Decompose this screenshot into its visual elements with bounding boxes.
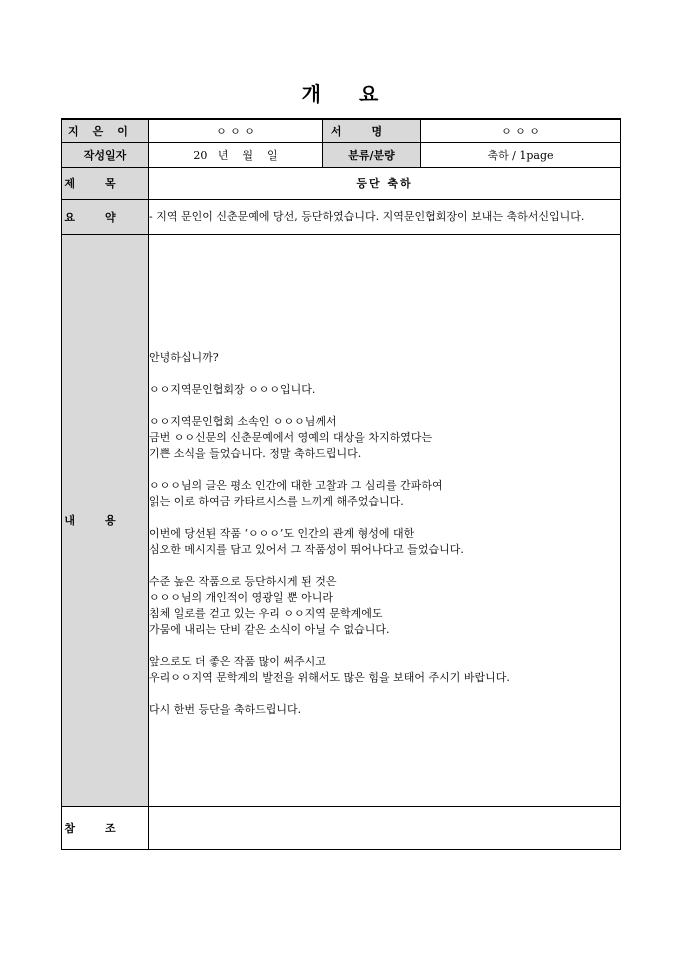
- letter-line: 앞으로도 더 좋은 작품 많이 써주시고: [149, 655, 326, 668]
- letter-line: 가뭄에 내리는 단비 같은 소식이 아닐 수 없습니다.: [149, 623, 390, 636]
- letter-line: 읽는 이로 하여금 카타르시스를 느끼게 해주었습니다.: [149, 495, 404, 508]
- content-row: [62, 234, 621, 806]
- signature-value: ㅇ ㅇ ㅇ: [421, 119, 621, 142]
- letter-paragraph: [149, 414, 620, 462]
- letter-text: [149, 306, 620, 718]
- date-value: 20 년 월 일: [149, 142, 323, 167]
- letter-paragraph: [149, 574, 620, 638]
- content-label: 내용: [62, 234, 149, 806]
- title-right: 요: [359, 82, 379, 106]
- letter-line: 안녕하십니까?: [149, 351, 219, 364]
- letter-line: 금번 ㅇㅇ신문의 신춘문예에서 영예의 대상을 차지하였다는: [149, 431, 433, 444]
- author-row: [62, 119, 621, 142]
- letter-line: ㅇㅇ지역문인협회장 ㅇㅇㅇ입니다.: [149, 383, 316, 396]
- letter-line: 기쁜 소식을 들었습니다. 정말 축하드립니다.: [149, 447, 362, 460]
- letter-paragraph: [149, 382, 620, 398]
- category-value: 축하 / 1page: [421, 142, 621, 167]
- letter-line: 이번에 당선된 작품 ‘ㅇㅇㅇ’도 인간의 관계 형성에 대한: [149, 527, 415, 540]
- letter-paragraph: [149, 702, 620, 718]
- letter-paragraph: [149, 478, 620, 510]
- letter-paragraph: [149, 526, 620, 558]
- subject-row: [62, 167, 621, 199]
- letter-line: ㅇㅇㅇ님의 글은 평소 인간에 대한 고찰과 그 심리를 간파하여: [149, 479, 443, 492]
- letter-line: 심오한 메시지를 담고 있어서 그 작품성이 뛰어나다고 들었습니다.: [149, 543, 464, 556]
- reference-row: [62, 806, 621, 849]
- summary-value: - 지역 문인이 신춘문예에 당선, 등단하였습니다. 지역문인협회장이 보내는 축하서신입니다.: [149, 199, 621, 234]
- reference-label: 참조: [62, 806, 149, 849]
- subject-label: 제목: [62, 167, 149, 199]
- letter-body: [149, 234, 621, 806]
- author-label: 지은이: [62, 119, 149, 142]
- letter-paragraph: [149, 654, 620, 686]
- letter-line: ㅇㅇ지역문인협회 소속인 ㅇㅇㅇ님께서: [149, 415, 337, 428]
- title-left: 개: [301, 82, 321, 106]
- subject-value: 등단 축하: [149, 167, 621, 199]
- letter-line: 침체 일로를 걷고 있는 우리 ㅇㅇ지역 문학계에도: [149, 607, 383, 620]
- reference-value: [149, 806, 621, 849]
- letter-line: 우리ㅇㅇ지역 문학계의 발전을 위해서도 많은 힘을 보태어 주시기 바랍니다.: [149, 671, 510, 684]
- letter-line: ㅇㅇㅇ님의 개인적이 영광일 뿐 아니라: [149, 591, 334, 604]
- summary-label: 요약: [62, 199, 149, 234]
- summary-form-table: [61, 118, 621, 850]
- category-label: 분류/분량: [323, 142, 421, 167]
- document-title: [0, 78, 680, 107]
- letter-line: 수준 높은 작품으로 등단하시게 된 것은: [149, 575, 337, 588]
- letter-paragraph: [149, 350, 620, 366]
- letter-line: 다시 한번 등단을 축하드립니다.: [149, 703, 302, 716]
- date-label: 작성일자: [62, 142, 149, 167]
- summary-row: [62, 199, 621, 234]
- signature-label: 서명: [323, 119, 421, 142]
- date-row: [62, 142, 621, 167]
- author-value: ㅇ ㅇ ㅇ: [149, 119, 323, 142]
